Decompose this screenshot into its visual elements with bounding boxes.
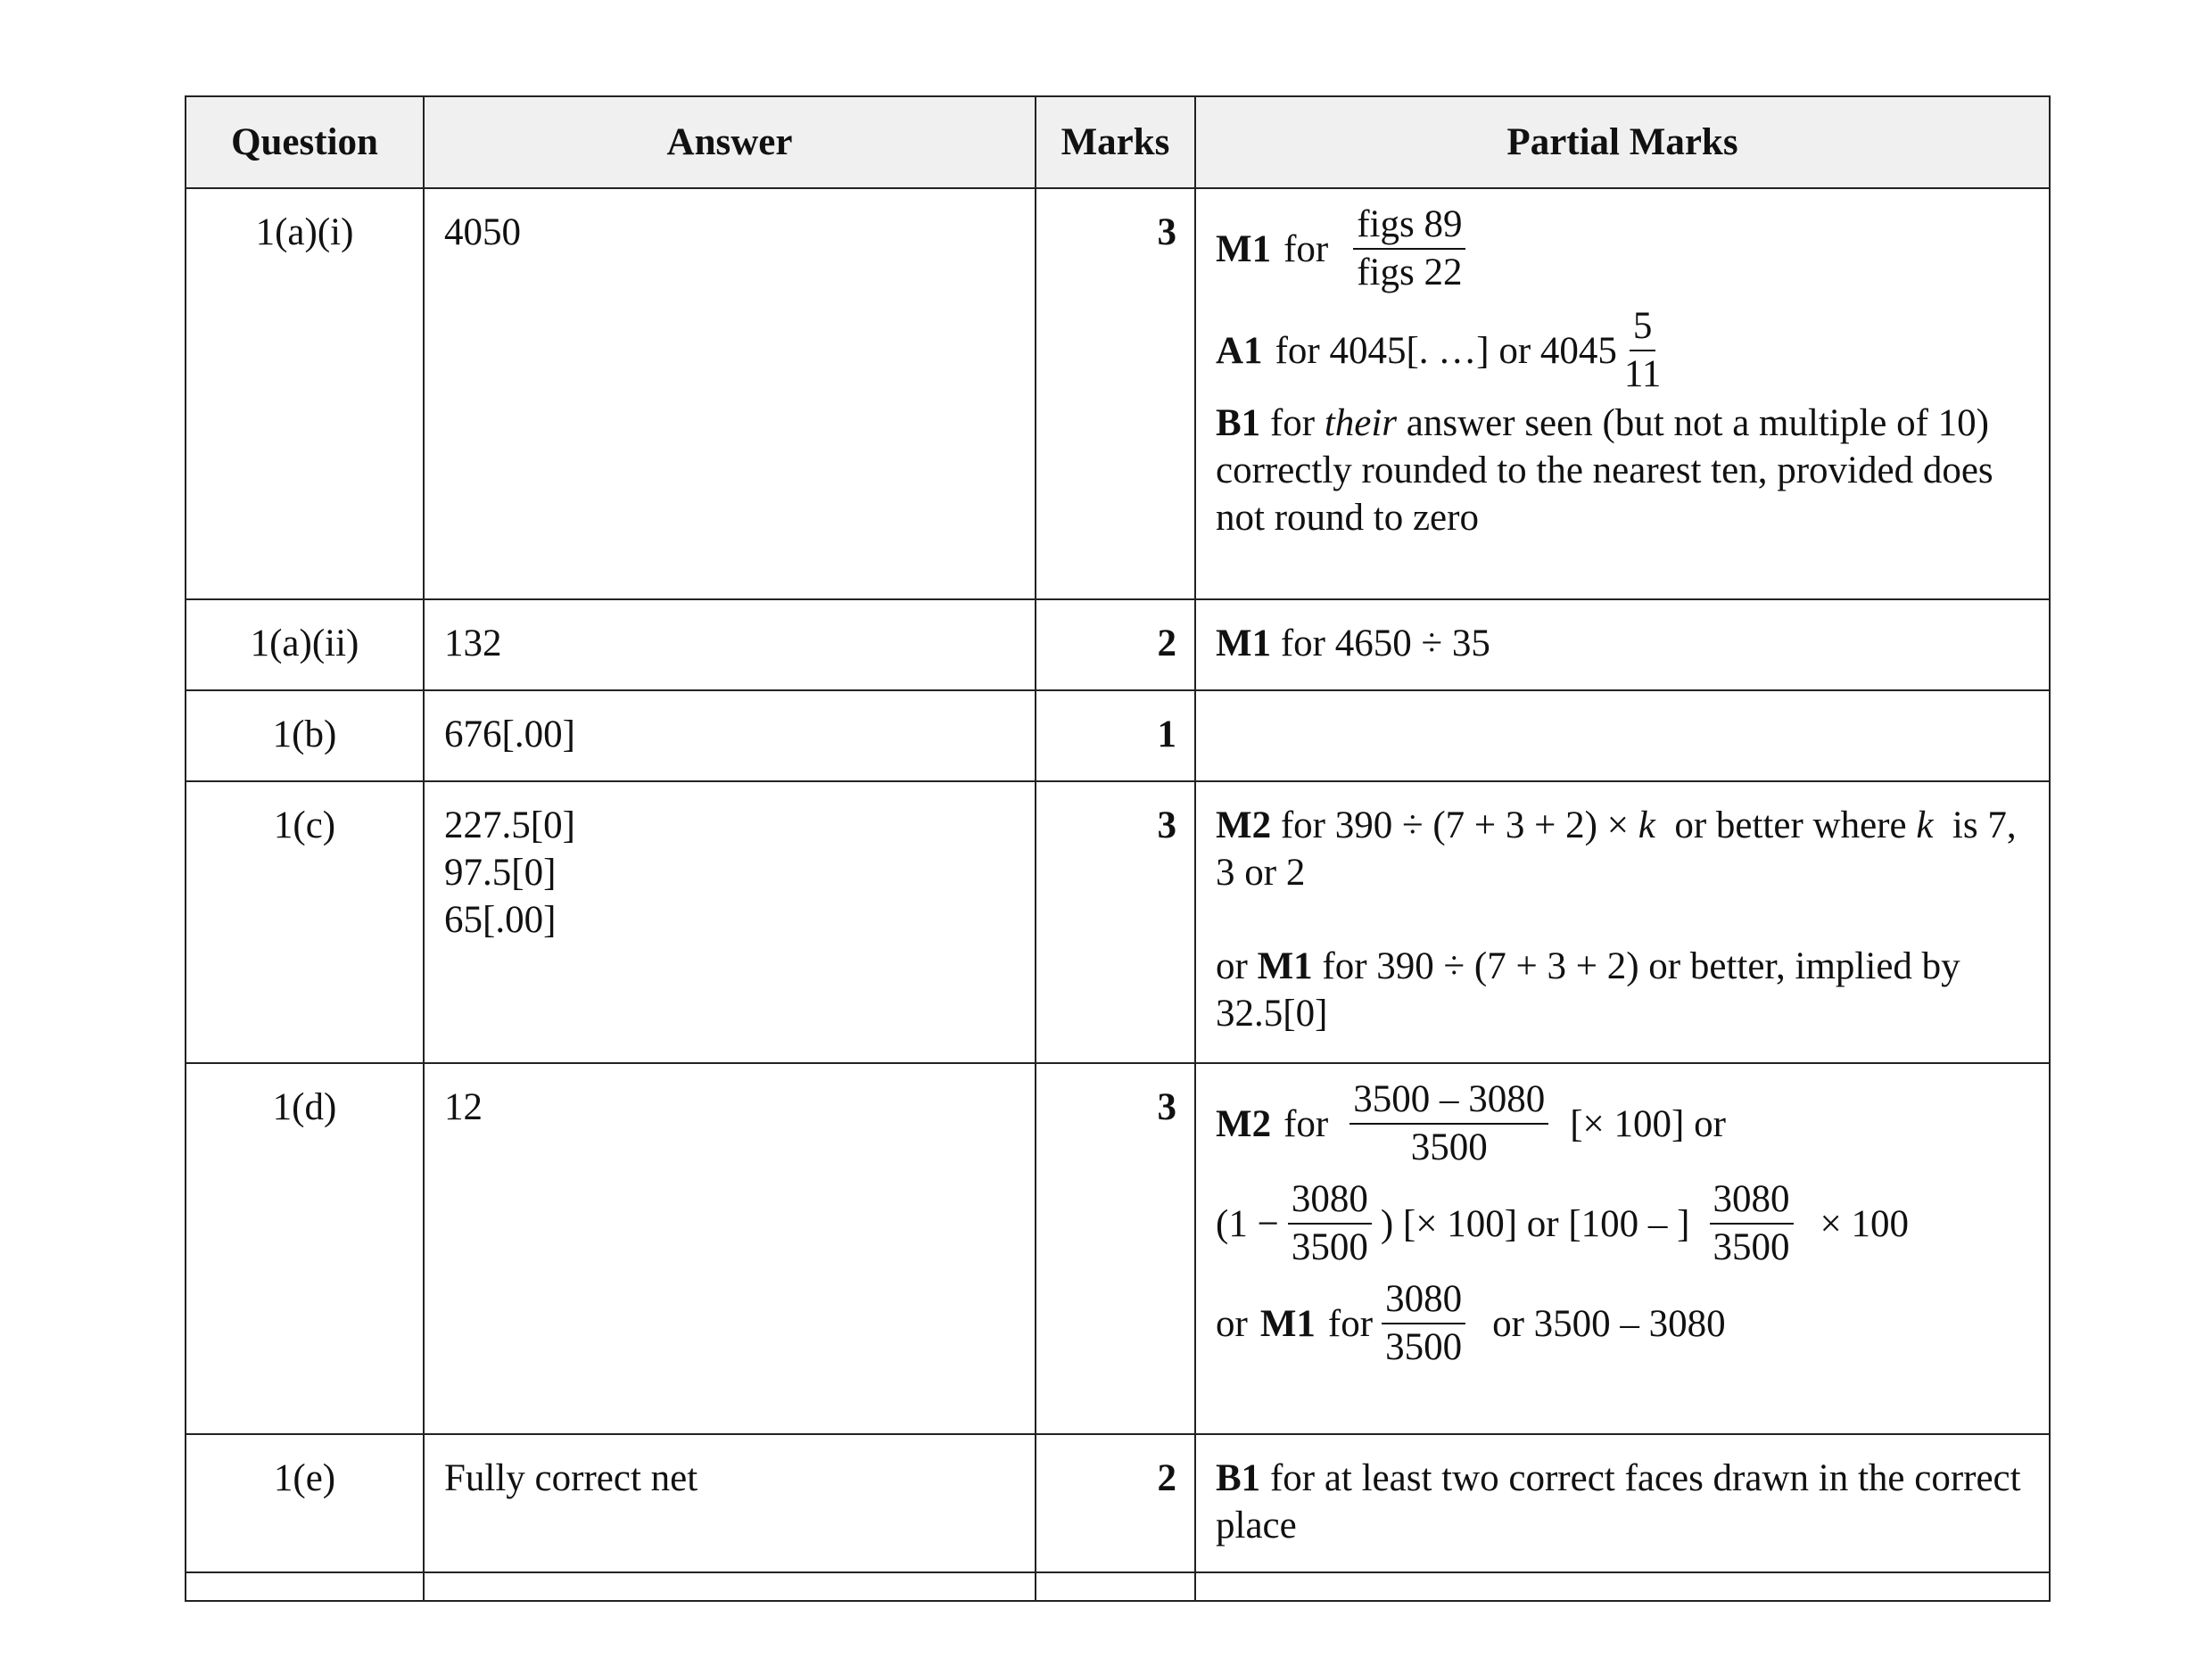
fraction-denominator: 3500 bbox=[1291, 1226, 1368, 1268]
fraction-numerator: 3080 bbox=[1288, 1176, 1372, 1225]
partial-text: (1 − bbox=[1216, 1202, 1279, 1245]
partial-marks-cell bbox=[1195, 690, 2050, 781]
fraction-denominator: figs 22 bbox=[1357, 252, 1463, 293]
header-row bbox=[186, 96, 2050, 188]
question-cell: 1(a)(ii) bbox=[186, 599, 424, 690]
table-row bbox=[186, 1063, 2050, 1434]
fraction bbox=[1349, 1076, 1548, 1171]
answer-cell: Fully correct net bbox=[424, 1434, 1036, 1572]
header-marks: Marks bbox=[1036, 96, 1195, 188]
variable-k: k bbox=[1916, 804, 1934, 846]
table-row bbox=[186, 599, 2050, 690]
marks-cell: 2 bbox=[1036, 599, 1195, 690]
partial-line bbox=[1216, 802, 2029, 896]
marks-cell: 2 bbox=[1036, 1434, 1195, 1572]
question-cell: 1(d) bbox=[186, 1063, 424, 1434]
marks-cell: 3 bbox=[1036, 781, 1195, 1063]
partial-text: for bbox=[1327, 1302, 1374, 1345]
mark-scheme-table bbox=[185, 95, 2051, 1602]
partial-text: for bbox=[1269, 402, 1316, 444]
partial-text: or better where bbox=[1674, 804, 1907, 846]
partial-text: or 3500 – 3080 bbox=[1492, 1302, 1726, 1345]
partial-text: answer seen (but not a multiple of 10) correctly rounded to the nearest ten, provided does not round to zero bbox=[1216, 402, 1993, 539]
mark-code: B1 bbox=[1216, 1457, 1261, 1499]
variable-k: k bbox=[1638, 804, 1655, 846]
partial-line bbox=[1216, 1076, 2029, 1171]
fraction bbox=[1288, 1176, 1372, 1271]
marks-cell: 3 bbox=[1036, 188, 1195, 599]
mark-code: M1 bbox=[1216, 227, 1272, 270]
header-partial-marks: Partial Marks bbox=[1195, 96, 2050, 188]
partial-line bbox=[1216, 1176, 2029, 1271]
answer-cell bbox=[424, 781, 1036, 1063]
partial-text: for 4650 ÷ 35 bbox=[1280, 623, 1490, 664]
fraction-numerator: figs 89 bbox=[1353, 202, 1465, 250]
partial-text: [× 100] or bbox=[1570, 1102, 1726, 1145]
partial-text: or bbox=[1216, 945, 1248, 987]
partial-marks-cell bbox=[1195, 1434, 2050, 1572]
fraction-numerator: 3500 – 3080 bbox=[1349, 1076, 1548, 1125]
fraction-denominator: 3500 bbox=[1410, 1126, 1488, 1168]
partial-text: for 390 ÷ (7 + 3 + 2) × bbox=[1280, 804, 1629, 846]
partial-text: for at least two correct faces drawn in the correct place bbox=[1216, 1457, 2021, 1547]
fraction-numerator: 3080 bbox=[1382, 1276, 1465, 1324]
header-question: Question bbox=[186, 96, 424, 188]
fraction-numerator: 5 bbox=[1630, 303, 1656, 351]
mark-code: M1 bbox=[1259, 1302, 1316, 1345]
partial-line bbox=[1216, 943, 2029, 1037]
answer-cell: 132 bbox=[424, 599, 1036, 690]
question-cell: 1(e) bbox=[186, 1434, 424, 1572]
answer-line: 227.5[0] bbox=[444, 804, 575, 846]
partial-marks-cell bbox=[1195, 781, 2050, 1063]
answer-cell: 12 bbox=[424, 1063, 1036, 1434]
answer-cell: 4050 bbox=[424, 188, 1036, 599]
fraction-denominator: 3500 bbox=[1713, 1226, 1790, 1268]
header-answer: Answer bbox=[424, 96, 1036, 188]
partial-line bbox=[1216, 1276, 2029, 1371]
mark-code: M2 bbox=[1216, 804, 1272, 846]
fraction bbox=[1382, 1276, 1465, 1371]
table-row bbox=[186, 188, 2050, 599]
fraction bbox=[1353, 202, 1465, 296]
fraction bbox=[1710, 1176, 1794, 1271]
mark-code: A1 bbox=[1216, 329, 1263, 372]
table-row bbox=[186, 1434, 2050, 1572]
partial-text: for bbox=[1283, 1102, 1329, 1145]
partial-text: for bbox=[1283, 227, 1329, 270]
partial-text: ) [× 100] or [100 – ] bbox=[1380, 1202, 1690, 1245]
answer-cell: 676[.00] bbox=[424, 690, 1036, 781]
partial-text: for 390 ÷ (7 + 3 + 2) or better, implied by 32.5[0] bbox=[1216, 945, 1960, 1035]
marks-cell: 3 bbox=[1036, 1063, 1195, 1434]
partial-text: for 4045[. …] or 4045 bbox=[1275, 329, 1617, 372]
table-row-continued bbox=[186, 1572, 2050, 1601]
partial-marks-cell bbox=[1195, 599, 2050, 690]
fraction-numerator: 3080 bbox=[1710, 1176, 1794, 1225]
partial-text: × 100 bbox=[1820, 1202, 1910, 1245]
partial-text: is 7, 3 or 2 bbox=[1216, 804, 2017, 894]
marks-cell: 1 bbox=[1036, 690, 1195, 781]
answer-line: 65[.00] bbox=[444, 899, 557, 941]
mark-code: M1 bbox=[1257, 945, 1313, 987]
partial-line bbox=[1216, 202, 2029, 296]
partial-line bbox=[1216, 400, 2029, 541]
partial-text: or bbox=[1216, 1302, 1248, 1345]
partial-marks-cell bbox=[1195, 1063, 2050, 1434]
question-cell: 1(c) bbox=[186, 781, 424, 1063]
partial-marks-cell bbox=[1195, 188, 2050, 599]
question-cell: 1(b) bbox=[186, 690, 424, 781]
question-cell: 1(a)(i) bbox=[186, 188, 424, 599]
mark-code: B1 bbox=[1216, 402, 1261, 444]
emphasis-text: their bbox=[1324, 402, 1398, 444]
mark-code: M1 bbox=[1216, 623, 1272, 664]
fraction-denominator: 11 bbox=[1623, 353, 1662, 395]
answer-line: 97.5[0] bbox=[444, 852, 557, 894]
table-row bbox=[186, 690, 2050, 781]
mark-code: M2 bbox=[1216, 1102, 1272, 1145]
table-row bbox=[186, 781, 2050, 1063]
fraction bbox=[1621, 303, 1664, 398]
fraction-denominator: 3500 bbox=[1385, 1326, 1463, 1368]
partial-line bbox=[1216, 303, 2029, 398]
